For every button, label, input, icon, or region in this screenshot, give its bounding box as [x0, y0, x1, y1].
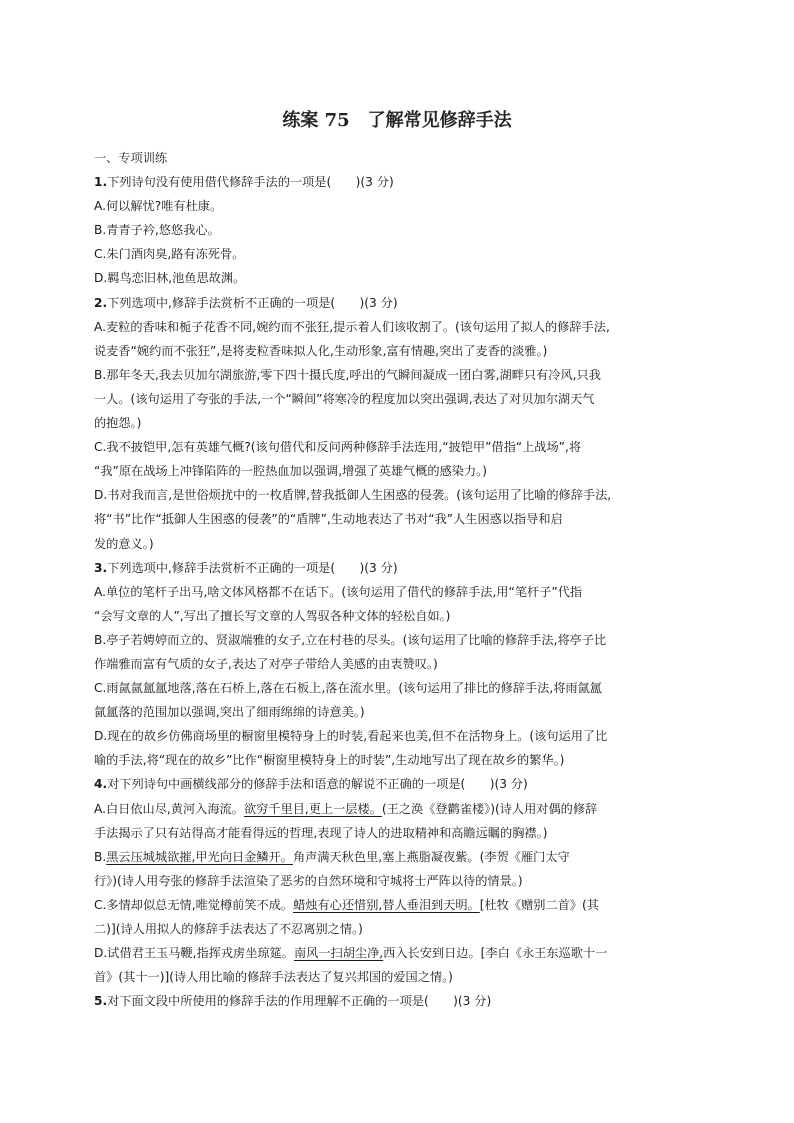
question-number: 3.	[94, 560, 108, 575]
question-text: 下列选项中,修辞手法赏析不正确的一项是( )(3 分)	[107, 295, 398, 310]
text-line: 手法揭示了只有站得高才能看得远的哲理,表现了诗人的进取精神和高瞻远瞩的胸襟。)	[94, 825, 548, 840]
text-line: B.青青子衿,悠悠我心。	[94, 223, 220, 238]
question-number: 1.	[94, 175, 108, 190]
option-text: (王之涣《登鹳雀楼》)(诗人用对偶的修辞	[381, 801, 598, 816]
text-line: C.朱门酒肉臭,路有冻死骨。	[94, 247, 245, 262]
option-line	[94, 941, 706, 965]
text-line: 发的意义。)	[94, 536, 154, 551]
underlined-verse: 南风一扫胡尘净,	[293, 946, 384, 961]
text-line: 喻的手法,将“现在的故乡”比作“橱窗里模特身上的时装”,生动地写出了现在故乡的繁华。)	[94, 753, 565, 768]
text-line: 二)](诗人用拟人的修辞手法表达了不忍离别之情。)	[94, 922, 363, 936]
text-line: 作端雅而富有气质的女子,表达了对亭子带给人美感的由衷赞叹。)	[94, 656, 438, 671]
question-number: 2.	[94, 295, 108, 310]
text-line: D.书对我而言,是世俗烦扰中的一枚盾牌,替我抵御人生困惑的侵袭。(该句运用了比喻的修辞手法,	[94, 488, 612, 503]
question-text: 对下列诗句中画横线部分的修辞手法和语意的解说不正确的一项是( )(3 分)	[107, 777, 528, 792]
question-stem	[94, 772, 706, 796]
question-stem	[94, 291, 706, 315]
text-line: A.麦粒的香味和栀子花香不同,婉约而不张狂,提示着人们该收割了。(该句运用了拟人的修辞手法,	[94, 319, 610, 334]
question-text: 下列选项中,修辞手法赏析不正确的一项是( )(3 分)	[107, 560, 398, 575]
option-text: A.白日依山尽,黄河入海流。	[94, 801, 244, 816]
text-line: “我”原在战场上冲锋陷阵的一腔热血加以强调,增强了英雄气概的感染力。)	[94, 464, 487, 479]
text-line: 一人。(该句运用了夸张的手法,一个“瞬间”将寒冷的程度加以突出强调,表达了对贝加尔湖天气	[94, 391, 595, 406]
page-title: 练案 75 了解常见修辞手法	[282, 110, 512, 131]
text-line: D.现在的故乡仿佛商场里的橱窗里模特身上的时装,看起来也美,但不在活物身上。(该句运用了比	[94, 729, 608, 744]
text-line: B.亭子若娉婷而立的、贤淑端雅的女子,立在村巷的尽头。(该句运用了比喻的修辞手法,将亭子比	[94, 632, 607, 647]
question-number: 4.	[94, 777, 108, 792]
text-line: 行》)(诗人用夸张的修辞手法渲染了恶劣的自然环境和守城将士严阵以待的情景。)	[94, 873, 523, 888]
option-text: C.多情却似总无情,唯觉樽前笑不成。	[94, 897, 294, 912]
text-line: 氤氲落的范围加以强调,突出了细雨绵绵的诗意美。)	[94, 705, 365, 720]
question-stem	[94, 170, 706, 194]
text-line: 说麦香“婉约而不张狂”,是将麦粒香味拟人化,生动形象,富有情趣,突出了麦香的淡雅。)	[94, 343, 548, 358]
text-line: “会写文章的人”,写出了擅长写文章的人驾驭各种文体的轻松自如。)	[94, 608, 451, 623]
option-text: [杜牧《赠别二首》(其	[479, 897, 599, 912]
text-line: D.羁鸟恋旧林,池鱼思故渊。	[94, 271, 246, 286]
option-text: D.试借君王玉马鞭,指挥戎虏坐琼筵。	[94, 946, 294, 961]
text-line: 的抱怨。)	[94, 416, 142, 431]
option-line	[94, 797, 706, 821]
text-line: A.何以解忧?唯有杜康。	[94, 199, 223, 214]
underlined-verse: 黑云压城城欲摧,甲光向日金鳞开。	[106, 849, 293, 864]
option-text: 西入长安到日边。[李白《永王东巡歌十一	[383, 946, 608, 961]
underlined-verse: 蜡烛有心还惜别,替人垂泪到天明。	[293, 897, 480, 912]
text-line: A.单位的笔杆子出马,啥文体风格都不在话下。(该句运用了借代的修辞手法,用“笔杆子”代指	[94, 584, 583, 599]
option-line	[94, 845, 706, 869]
question-text: 对下面文段中所使用的修辞手法的作用理解不正确的一项是( )(3 分)	[107, 994, 492, 1009]
text-line: 首》(其十一)](诗人用比喻的修辞手法表达了复兴邦国的爱国之情。)	[94, 970, 453, 985]
question-number: 5.	[94, 994, 108, 1009]
text-line: C.雨氤氤氲氲地落,落在石桥上,落在石板上,落在流水里。(该句运用了排比的修辞手法,将雨氤氲	[94, 681, 602, 696]
option-text: 角声满天秋色里,塞上燕脂凝夜紫。(李贺《雁门太守	[292, 849, 570, 864]
option-text: B.	[94, 849, 107, 864]
option-line	[94, 893, 706, 917]
section-heading: 一、专项训练	[94, 151, 168, 165]
question-text: 下列诗句没有使用借代修辞手法的一项是( )(3 分)	[107, 175, 394, 190]
text-line: C.我不披铠甲,怎有英雄气概?(该句借代和反问两种修辞手法连用,“披铠甲”借指“上战场”,将	[94, 440, 582, 455]
exercise-content	[94, 146, 706, 1013]
text-line: 将“书”比作“抵御人生困惑的侵袭”的“盾牌”,生动地表达了书对“我”人生困惑以指导和启	[94, 512, 563, 527]
question-stem	[94, 989, 706, 1013]
text-line: B.那年冬天,我去贝加尔湖旅游,零下四十摄氏度,呼出的气瞬间凝成一团白雾,湖畔只有冷风,只我	[94, 367, 601, 382]
underlined-verse: 欲穷千里目,更上一层楼。	[243, 801, 382, 816]
question-stem	[94, 556, 706, 580]
